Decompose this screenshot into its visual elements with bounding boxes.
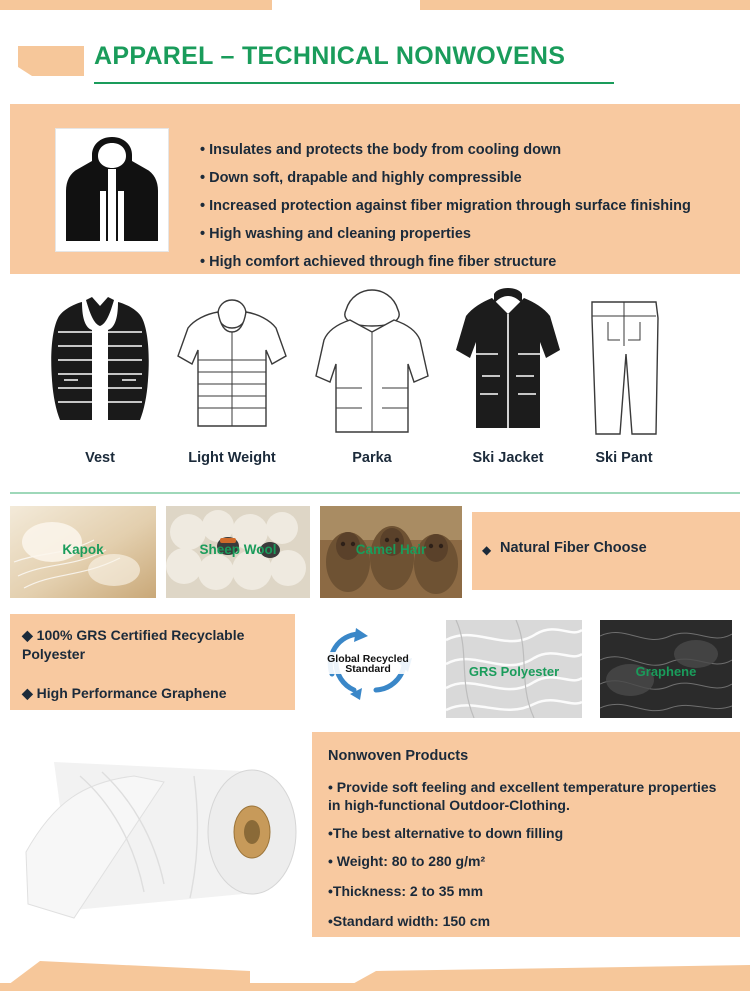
top-decorative-bar — [0, 0, 750, 10]
natural-fiber-label: Natural Fiber Choose — [500, 540, 647, 556]
nonwoven-line: •Standard width: 150 cm — [328, 913, 491, 929]
footer-decoration — [0, 939, 750, 991]
nonwoven-line: • Provide soft feeling and excellent temperature properties in high-functional Outdoor-Clothing. — [328, 779, 717, 813]
page-title: APPAREL – TECHNICAL NONWOVENS — [94, 42, 566, 70]
features-panel — [10, 104, 740, 274]
feature-item: • Increased protection against fiber migration through surface finishing — [200, 198, 691, 214]
top-bar-segment-right — [420, 0, 750, 10]
ski-pant-icon — [558, 284, 690, 444]
graphene-label: Graphene — [635, 664, 697, 679]
feature-item: • Down soft, drapable and highly compressible — [200, 170, 522, 186]
product-label: Ski Pant — [595, 450, 653, 466]
nonwoven-line: • Weight: 80 to 280 g/m² — [328, 853, 486, 869]
nonwoven-line: •The best alternative to down filling — [328, 825, 564, 841]
fiber-label: Camel Hair — [355, 542, 427, 557]
product-item-ski-pant — [558, 284, 690, 484]
hooded-jacket-icon — [55, 128, 169, 252]
feature-item: • Insulates and protects the body from cooling down — [200, 142, 562, 158]
nonwoven-line: •Thickness: 2 to 35 mm — [328, 883, 484, 899]
page-title-block — [10, 38, 740, 90]
grs-polyester-image — [446, 620, 582, 718]
nonwoven-products-panel — [312, 732, 740, 937]
diamond-bullet-icon: ◆ — [482, 543, 492, 557]
title-tag-shape — [18, 46, 84, 76]
features-list — [200, 136, 720, 276]
ski-jacket-icon — [442, 284, 574, 444]
product-item-parka — [306, 284, 438, 484]
fiber-label: Sheep Wool — [199, 542, 277, 557]
nonwoven-heading: Nonwoven Products — [328, 748, 469, 764]
grs-logo-line1: Global Recycled — [327, 653, 409, 665]
product-label: Light Weight — [188, 450, 276, 466]
title-underline — [94, 82, 614, 84]
fiber-card-kapok — [10, 506, 156, 598]
grs-logo-line2: Standard — [345, 663, 391, 675]
footer-strip — [0, 983, 750, 991]
top-bar-segment-left — [0, 0, 272, 10]
feature-item: • High comfort achieved through fine fiber structure — [200, 254, 557, 270]
grs-line-1: ◆ 100% GRS Certified Recyclable Polyester — [22, 627, 245, 662]
grs-callout — [10, 614, 295, 710]
parka-icon — [306, 284, 438, 444]
fiber-card-camel-hair — [320, 506, 462, 598]
graphene-image — [600, 620, 732, 718]
product-item-light-weight — [166, 284, 298, 484]
global-recycled-standard-logo — [312, 622, 424, 700]
grs-polyester-label: GRS Polyester — [468, 664, 560, 679]
nonwoven-roll-image — [14, 732, 304, 937]
grs-line-2: ◆ High Performance Graphene — [22, 685, 227, 701]
feature-item: • High washing and cleaning properties — [200, 226, 471, 242]
light-weight-jacket-icon — [166, 284, 298, 444]
natural-fiber-callout — [472, 512, 740, 590]
product-label: Vest — [85, 450, 115, 466]
product-item-vest — [34, 284, 166, 484]
product-label: Ski Jacket — [472, 450, 544, 466]
fiber-label: Kapok — [62, 542, 104, 557]
product-item-ski-jacket — [442, 284, 574, 484]
product-label: Parka — [352, 450, 392, 466]
top-bar-segment-gap — [272, 0, 420, 10]
vest-icon — [34, 284, 166, 444]
section-divider — [10, 492, 740, 494]
product-gallery — [10, 278, 740, 488]
fiber-card-sheep-wool — [166, 506, 310, 598]
